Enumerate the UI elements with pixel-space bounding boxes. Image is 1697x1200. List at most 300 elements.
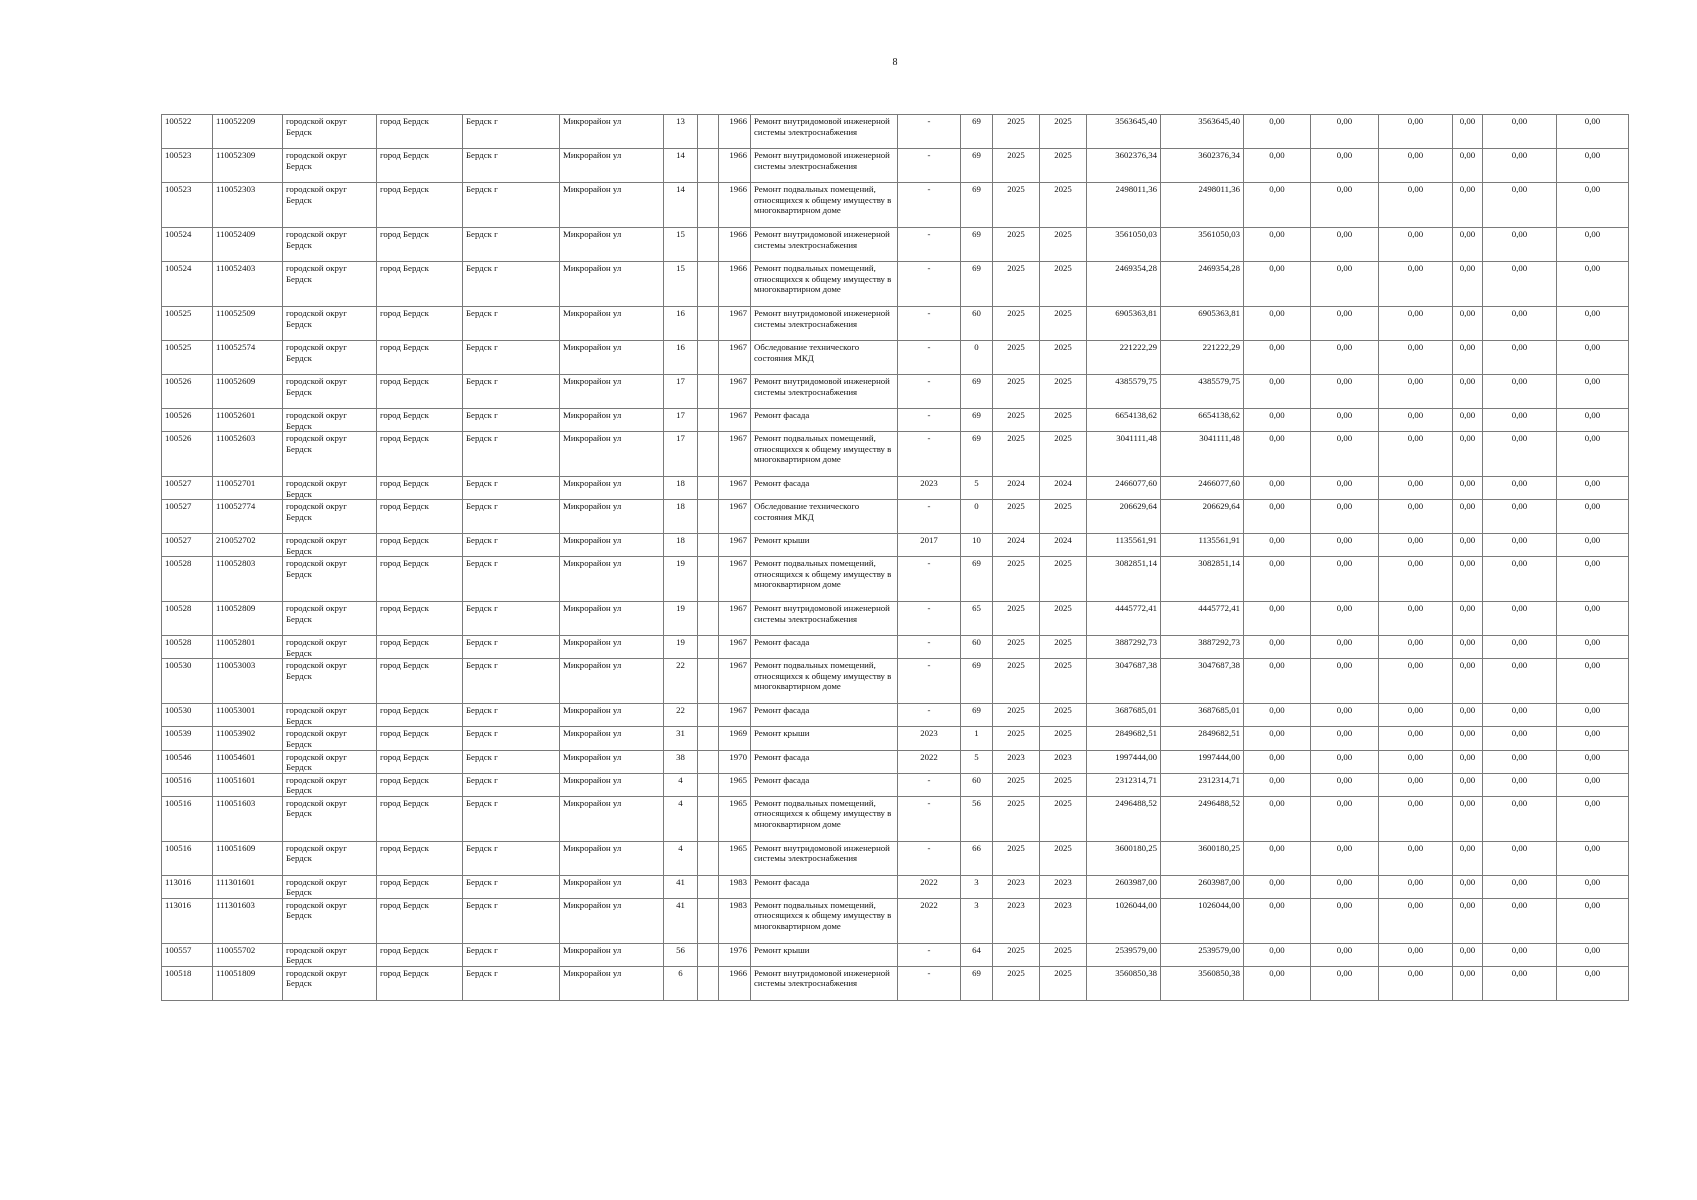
cell-street: Микрорайон ул: [560, 375, 664, 409]
cell-house-number: 19: [664, 602, 698, 636]
cell-total-cost: 3602376,34: [1087, 149, 1161, 183]
cell-plan-year-start: 2025: [993, 943, 1040, 966]
cell-fund-cost: 2496488,52: [1161, 796, 1244, 841]
cell-prev-repair-year: -: [898, 432, 961, 477]
cell-reserve: 0,00: [1557, 149, 1629, 183]
cell-settlement: город Бердск: [377, 557, 463, 602]
cell-owners-extra: 0,00: [1453, 477, 1483, 500]
cell-fund-cost: 2466077,60: [1161, 477, 1244, 500]
cell-work-code: 110052209: [213, 115, 283, 149]
cell-work-type: Ремонт фасада: [751, 409, 898, 432]
cell-plan-year-start: 2025: [993, 966, 1040, 1000]
cell-year-built: 1967: [719, 409, 751, 432]
cell-prev-repair-year: -: [898, 228, 961, 262]
cell-wear-percent: 5: [961, 750, 993, 773]
cell-street: Микрорайон ул: [560, 943, 664, 966]
cell-owners-extra: 0,00: [1453, 796, 1483, 841]
cell-wear-percent: 69: [961, 409, 993, 432]
cell-plan-year-end: 2025: [1040, 307, 1087, 341]
cell-owners-extra: 0,00: [1453, 409, 1483, 432]
cell-budget-federal: 0,00: [1244, 636, 1311, 659]
cell-work-code: 110052403: [213, 262, 283, 307]
cell-settlement: город Бердск: [377, 602, 463, 636]
cell-prev-repair-year: -: [898, 262, 961, 307]
cell-budget-regional: 0,00: [1311, 149, 1379, 183]
cell-budget-regional: 0,00: [1311, 534, 1379, 557]
cell-plan-year-end: 2025: [1040, 557, 1087, 602]
cell-locality: Бердск г: [463, 432, 560, 477]
cell-work-type: Обследование технического состояния МКД: [751, 500, 898, 534]
cell-building: [698, 727, 719, 750]
cell-building: [698, 773, 719, 796]
cell-work-code: 210052702: [213, 534, 283, 557]
cell-budget-federal: 0,00: [1244, 262, 1311, 307]
cell-prev-repair-year: -: [898, 602, 961, 636]
cell-settlement: город Бердск: [377, 943, 463, 966]
cell-settlement: город Бердск: [377, 375, 463, 409]
cell-owners-extra: 0,00: [1453, 432, 1483, 477]
cell-wear-percent: 3: [961, 898, 993, 943]
table-row: [162, 796, 1629, 841]
cell-budget-regional: 0,00: [1311, 477, 1379, 500]
cell-object-code: 100527: [162, 500, 213, 534]
cell-house-number: 22: [664, 704, 698, 727]
cell-building: [698, 477, 719, 500]
cell-work-code: 110052809: [213, 602, 283, 636]
cell-plan-year-start: 2025: [993, 704, 1040, 727]
cell-building: [698, 875, 719, 898]
cell-budget-federal: 0,00: [1244, 659, 1311, 704]
cell-house-number: 15: [664, 262, 698, 307]
cell-street: Микрорайон ул: [560, 262, 664, 307]
cell-budget-local: 0,00: [1379, 796, 1453, 841]
cell-budget-local: 0,00: [1379, 534, 1453, 557]
cell-work-type: Ремонт подвальных помещений, относящихся к общему имуществу в многоквартирном доме: [751, 796, 898, 841]
cell-work-type: Ремонт фасада: [751, 477, 898, 500]
cell-owners-extra: 0,00: [1453, 262, 1483, 307]
cell-owners-extra: 0,00: [1453, 750, 1483, 773]
cell-settlement: город Бердск: [377, 149, 463, 183]
cell-budget-local: 0,00: [1379, 875, 1453, 898]
cell-work-code: 110052509: [213, 307, 283, 341]
cell-total-cost: 1997444,00: [1087, 750, 1161, 773]
cell-other-sources: 0,00: [1483, 557, 1557, 602]
cell-wear-percent: 69: [961, 704, 993, 727]
cell-prev-repair-year: 2022: [898, 875, 961, 898]
cell-owners-extra: 0,00: [1453, 943, 1483, 966]
cell-plan-year-end: 2025: [1040, 149, 1087, 183]
table-row: [162, 228, 1629, 262]
cell-prev-repair-year: -: [898, 773, 961, 796]
cell-locality: Бердск г: [463, 375, 560, 409]
cell-work-type: Ремонт подвальных помещений, относящихся к общему имуществу в многоквартирном доме: [751, 183, 898, 228]
cell-budget-federal: 0,00: [1244, 115, 1311, 149]
cell-plan-year-start: 2025: [993, 432, 1040, 477]
cell-prev-repair-year: 2022: [898, 898, 961, 943]
cell-budget-federal: 0,00: [1244, 602, 1311, 636]
cell-wear-percent: 60: [961, 307, 993, 341]
cell-prev-repair-year: -: [898, 659, 961, 704]
cell-plan-year-start: 2025: [993, 115, 1040, 149]
cell-total-cost: 2498011,36: [1087, 183, 1161, 228]
cell-building: [698, 409, 719, 432]
table-row: [162, 432, 1629, 477]
cell-fund-cost: 2849682,51: [1161, 727, 1244, 750]
cell-total-cost: 4385579,75: [1087, 375, 1161, 409]
cell-plan-year-start: 2025: [993, 636, 1040, 659]
cell-other-sources: 0,00: [1483, 704, 1557, 727]
cell-year-built: 1966: [719, 115, 751, 149]
cell-work-code: 110051603: [213, 796, 283, 841]
cell-owners-extra: 0,00: [1453, 727, 1483, 750]
cell-reserve: 0,00: [1557, 659, 1629, 704]
cell-building: [698, 307, 719, 341]
cell-year-built: 1966: [719, 228, 751, 262]
cell-locality: Бердск г: [463, 841, 560, 875]
cell-house-number: 19: [664, 636, 698, 659]
cell-budget-regional: 0,00: [1311, 773, 1379, 796]
cell-prev-repair-year: 2023: [898, 727, 961, 750]
cell-object-code: 100523: [162, 149, 213, 183]
cell-reserve: 0,00: [1557, 841, 1629, 875]
cell-year-built: 1966: [719, 183, 751, 228]
cell-plan-year-start: 2023: [993, 875, 1040, 898]
cell-street: Микрорайон ул: [560, 875, 664, 898]
cell-budget-regional: 0,00: [1311, 875, 1379, 898]
cell-work-type: Ремонт фасада: [751, 773, 898, 796]
cell-other-sources: 0,00: [1483, 228, 1557, 262]
cell-street: Микрорайон ул: [560, 966, 664, 1000]
cell-object-code: 100524: [162, 262, 213, 307]
cell-reserve: 0,00: [1557, 432, 1629, 477]
cell-plan-year-end: 2025: [1040, 943, 1087, 966]
cell-year-built: 1983: [719, 898, 751, 943]
cell-plan-year-end: 2025: [1040, 375, 1087, 409]
cell-wear-percent: 69: [961, 183, 993, 228]
cell-prev-repair-year: -: [898, 149, 961, 183]
cell-municipality: городской округ Бердск: [283, 307, 377, 341]
cell-plan-year-end: 2025: [1040, 432, 1087, 477]
cell-total-cost: 6654138,62: [1087, 409, 1161, 432]
cell-municipality: городской округ Бердск: [283, 704, 377, 727]
cell-plan-year-end: 2025: [1040, 773, 1087, 796]
cell-work-code: 110052801: [213, 636, 283, 659]
cell-municipality: городской округ Бердск: [283, 500, 377, 534]
cell-owners-extra: 0,00: [1453, 602, 1483, 636]
cell-wear-percent: 69: [961, 966, 993, 1000]
cell-municipality: городской округ Бердск: [283, 841, 377, 875]
cell-other-sources: 0,00: [1483, 477, 1557, 500]
cell-street: Микрорайон ул: [560, 727, 664, 750]
cell-house-number: 4: [664, 796, 698, 841]
cell-work-type: Ремонт внутридомовой инженерной системы электроснабжения: [751, 228, 898, 262]
cell-municipality: городской округ Бердск: [283, 966, 377, 1000]
cell-house-number: 38: [664, 750, 698, 773]
table-row: [162, 477, 1629, 500]
cell-plan-year-end: 2025: [1040, 659, 1087, 704]
cell-fund-cost: 3560850,38: [1161, 966, 1244, 1000]
cell-settlement: город Бердск: [377, 898, 463, 943]
cell-locality: Бердск г: [463, 477, 560, 500]
table-row: [162, 659, 1629, 704]
table-row: [162, 875, 1629, 898]
table-row: [162, 704, 1629, 727]
cell-work-code: 110053003: [213, 659, 283, 704]
cell-building: [698, 557, 719, 602]
cell-year-built: 1965: [719, 773, 751, 796]
cell-year-built: 1967: [719, 307, 751, 341]
cell-fund-cost: 3082851,14: [1161, 557, 1244, 602]
table-row: [162, 149, 1629, 183]
cell-fund-cost: 1997444,00: [1161, 750, 1244, 773]
cell-settlement: город Бердск: [377, 341, 463, 375]
cell-total-cost: 6905363,81: [1087, 307, 1161, 341]
cell-plan-year-start: 2025: [993, 228, 1040, 262]
cell-house-number: 17: [664, 409, 698, 432]
cell-municipality: городской округ Бердск: [283, 727, 377, 750]
table-row: [162, 773, 1629, 796]
cell-plan-year-start: 2023: [993, 750, 1040, 773]
cell-locality: Бердск г: [463, 307, 560, 341]
cell-reserve: 0,00: [1557, 898, 1629, 943]
cell-plan-year-end: 2025: [1040, 228, 1087, 262]
cell-building: [698, 432, 719, 477]
cell-budget-local: 0,00: [1379, 943, 1453, 966]
cell-wear-percent: 5: [961, 477, 993, 500]
cell-work-code: 110055702: [213, 943, 283, 966]
cell-plan-year-start: 2025: [993, 796, 1040, 841]
cell-municipality: городской округ Бердск: [283, 602, 377, 636]
cell-municipality: городской округ Бердск: [283, 796, 377, 841]
cell-prev-repair-year: -: [898, 557, 961, 602]
cell-wear-percent: 69: [961, 115, 993, 149]
cell-other-sources: 0,00: [1483, 534, 1557, 557]
cell-plan-year-end: 2025: [1040, 796, 1087, 841]
cell-house-number: 19: [664, 557, 698, 602]
cell-budget-regional: 0,00: [1311, 750, 1379, 773]
cell-work-type: Ремонт подвальных помещений, относящихся к общему имуществу в многоквартирном доме: [751, 557, 898, 602]
cell-budget-regional: 0,00: [1311, 500, 1379, 534]
cell-year-built: 1967: [719, 602, 751, 636]
cell-street: Микрорайон ул: [560, 228, 664, 262]
table-row: [162, 409, 1629, 432]
cell-budget-federal: 0,00: [1244, 307, 1311, 341]
page-number: 8: [892, 57, 898, 68]
cell-work-type: Ремонт подвальных помещений, относящихся к общему имуществу в многоквартирном доме: [751, 898, 898, 943]
cell-other-sources: 0,00: [1483, 602, 1557, 636]
cell-work-type: Ремонт подвальных помещений, относящихся к общему имуществу в многоквартирном доме: [751, 659, 898, 704]
cell-object-code: 100526: [162, 432, 213, 477]
cell-owners-extra: 0,00: [1453, 228, 1483, 262]
table-row: [162, 602, 1629, 636]
cell-budget-local: 0,00: [1379, 773, 1453, 796]
cell-fund-cost: 3600180,25: [1161, 841, 1244, 875]
cell-wear-percent: 69: [961, 228, 993, 262]
cell-year-built: 1969: [719, 727, 751, 750]
cell-reserve: 0,00: [1557, 409, 1629, 432]
cell-fund-cost: 3887292,73: [1161, 636, 1244, 659]
cell-work-type: Ремонт крыши: [751, 727, 898, 750]
cell-plan-year-start: 2025: [993, 500, 1040, 534]
cell-total-cost: 4445772,41: [1087, 602, 1161, 636]
cell-work-type: Ремонт фасада: [751, 750, 898, 773]
cell-other-sources: 0,00: [1483, 841, 1557, 875]
cell-reserve: 0,00: [1557, 262, 1629, 307]
cell-budget-local: 0,00: [1379, 375, 1453, 409]
cell-street: Микрорайон ул: [560, 773, 664, 796]
cell-settlement: город Бердск: [377, 727, 463, 750]
cell-building: [698, 943, 719, 966]
cell-municipality: городской округ Бердск: [283, 115, 377, 149]
cell-settlement: город Бердск: [377, 500, 463, 534]
cell-reserve: 0,00: [1557, 796, 1629, 841]
cell-owners-extra: 0,00: [1453, 704, 1483, 727]
cell-reserve: 0,00: [1557, 875, 1629, 898]
cell-prev-repair-year: 2023: [898, 477, 961, 500]
cell-municipality: городской округ Бердск: [283, 636, 377, 659]
cell-budget-regional: 0,00: [1311, 557, 1379, 602]
cell-locality: Бердск г: [463, 149, 560, 183]
cell-total-cost: 3041111,48: [1087, 432, 1161, 477]
cell-house-number: 4: [664, 773, 698, 796]
cell-work-type: Ремонт фасада: [751, 875, 898, 898]
cell-building: [698, 183, 719, 228]
cell-object-code: 100522: [162, 115, 213, 149]
cell-other-sources: 0,00: [1483, 183, 1557, 228]
cell-fund-cost: 3563645,40: [1161, 115, 1244, 149]
cell-street: Микрорайон ул: [560, 409, 664, 432]
cell-total-cost: 3887292,73: [1087, 636, 1161, 659]
cell-total-cost: 221222,29: [1087, 341, 1161, 375]
cell-owners-extra: 0,00: [1453, 841, 1483, 875]
cell-reserve: 0,00: [1557, 943, 1629, 966]
cell-budget-local: 0,00: [1379, 409, 1453, 432]
cell-plan-year-end: 2023: [1040, 875, 1087, 898]
cell-house-number: 15: [664, 228, 698, 262]
cell-year-built: 1967: [719, 704, 751, 727]
cell-total-cost: 3561050,03: [1087, 228, 1161, 262]
cell-settlement: город Бердск: [377, 659, 463, 704]
cell-object-code: 100524: [162, 228, 213, 262]
cell-other-sources: 0,00: [1483, 307, 1557, 341]
cell-total-cost: 3082851,14: [1087, 557, 1161, 602]
cell-wear-percent: 0: [961, 500, 993, 534]
cell-other-sources: 0,00: [1483, 773, 1557, 796]
cell-fund-cost: 2539579,00: [1161, 943, 1244, 966]
cell-house-number: 31: [664, 727, 698, 750]
cell-reserve: 0,00: [1557, 773, 1629, 796]
cell-object-code: 100527: [162, 477, 213, 500]
cell-object-code: 100516: [162, 841, 213, 875]
cell-settlement: город Бердск: [377, 750, 463, 773]
cell-street: Микрорайон ул: [560, 557, 664, 602]
cell-owners-extra: 0,00: [1453, 183, 1483, 228]
cell-locality: Бердск г: [463, 727, 560, 750]
cell-fund-cost: 3041111,48: [1161, 432, 1244, 477]
table-row: [162, 966, 1629, 1000]
cell-owners-extra: 0,00: [1453, 636, 1483, 659]
cell-municipality: городской округ Бердск: [283, 659, 377, 704]
cell-building: [698, 341, 719, 375]
table-row: [162, 898, 1629, 943]
cell-building: [698, 966, 719, 1000]
cell-work-code: 110052309: [213, 149, 283, 183]
cell-budget-local: 0,00: [1379, 750, 1453, 773]
cell-budget-federal: 0,00: [1244, 228, 1311, 262]
cell-house-number: 41: [664, 898, 698, 943]
cell-street: Микрорайон ул: [560, 500, 664, 534]
cell-reserve: 0,00: [1557, 557, 1629, 602]
cell-budget-federal: 0,00: [1244, 557, 1311, 602]
cell-object-code: 100530: [162, 659, 213, 704]
cell-owners-extra: 0,00: [1453, 307, 1483, 341]
cell-fund-cost: 2312314,71: [1161, 773, 1244, 796]
cell-other-sources: 0,00: [1483, 966, 1557, 1000]
cell-budget-federal: 0,00: [1244, 875, 1311, 898]
cell-settlement: город Бердск: [377, 409, 463, 432]
cell-plan-year-end: 2025: [1040, 602, 1087, 636]
cell-locality: Бердск г: [463, 557, 560, 602]
cell-year-built: 1983: [719, 875, 751, 898]
cell-locality: Бердск г: [463, 966, 560, 1000]
cell-year-built: 1976: [719, 943, 751, 966]
cell-municipality: городской округ Бердск: [283, 341, 377, 375]
cell-building: [698, 262, 719, 307]
cell-plan-year-end: 2025: [1040, 966, 1087, 1000]
cell-plan-year-start: 2025: [993, 183, 1040, 228]
capital-repair-register-table: [161, 114, 1629, 1001]
cell-street: Микрорайон ул: [560, 149, 664, 183]
cell-house-number: 17: [664, 432, 698, 477]
cell-prev-repair-year: -: [898, 307, 961, 341]
cell-budget-federal: 0,00: [1244, 375, 1311, 409]
cell-budget-local: 0,00: [1379, 183, 1453, 228]
cell-house-number: 4: [664, 841, 698, 875]
cell-budget-regional: 0,00: [1311, 943, 1379, 966]
cell-settlement: город Бердск: [377, 183, 463, 228]
table-row: [162, 307, 1629, 341]
cell-budget-federal: 0,00: [1244, 500, 1311, 534]
cell-plan-year-start: 2025: [993, 659, 1040, 704]
cell-budget-regional: 0,00: [1311, 228, 1379, 262]
cell-plan-year-end: 2024: [1040, 477, 1087, 500]
cell-wear-percent: 69: [961, 375, 993, 409]
cell-building: [698, 898, 719, 943]
cell-total-cost: 2466077,60: [1087, 477, 1161, 500]
cell-prev-repair-year: -: [898, 943, 961, 966]
cell-building: [698, 659, 719, 704]
cell-municipality: городской округ Бердск: [283, 228, 377, 262]
cell-wear-percent: 69: [961, 659, 993, 704]
cell-reserve: 0,00: [1557, 307, 1629, 341]
cell-total-cost: 2469354,28: [1087, 262, 1161, 307]
cell-plan-year-start: 2025: [993, 262, 1040, 307]
cell-total-cost: 2312314,71: [1087, 773, 1161, 796]
cell-prev-repair-year: -: [898, 375, 961, 409]
cell-wear-percent: 60: [961, 773, 993, 796]
cell-object-code: 100539: [162, 727, 213, 750]
cell-budget-regional: 0,00: [1311, 183, 1379, 228]
cell-other-sources: 0,00: [1483, 149, 1557, 183]
cell-budget-local: 0,00: [1379, 659, 1453, 704]
cell-reserve: 0,00: [1557, 750, 1629, 773]
cell-locality: Бердск г: [463, 659, 560, 704]
cell-owners-extra: 0,00: [1453, 534, 1483, 557]
cell-budget-local: 0,00: [1379, 307, 1453, 341]
cell-object-code: 100516: [162, 796, 213, 841]
cell-other-sources: 0,00: [1483, 341, 1557, 375]
cell-object-code: 100518: [162, 966, 213, 1000]
